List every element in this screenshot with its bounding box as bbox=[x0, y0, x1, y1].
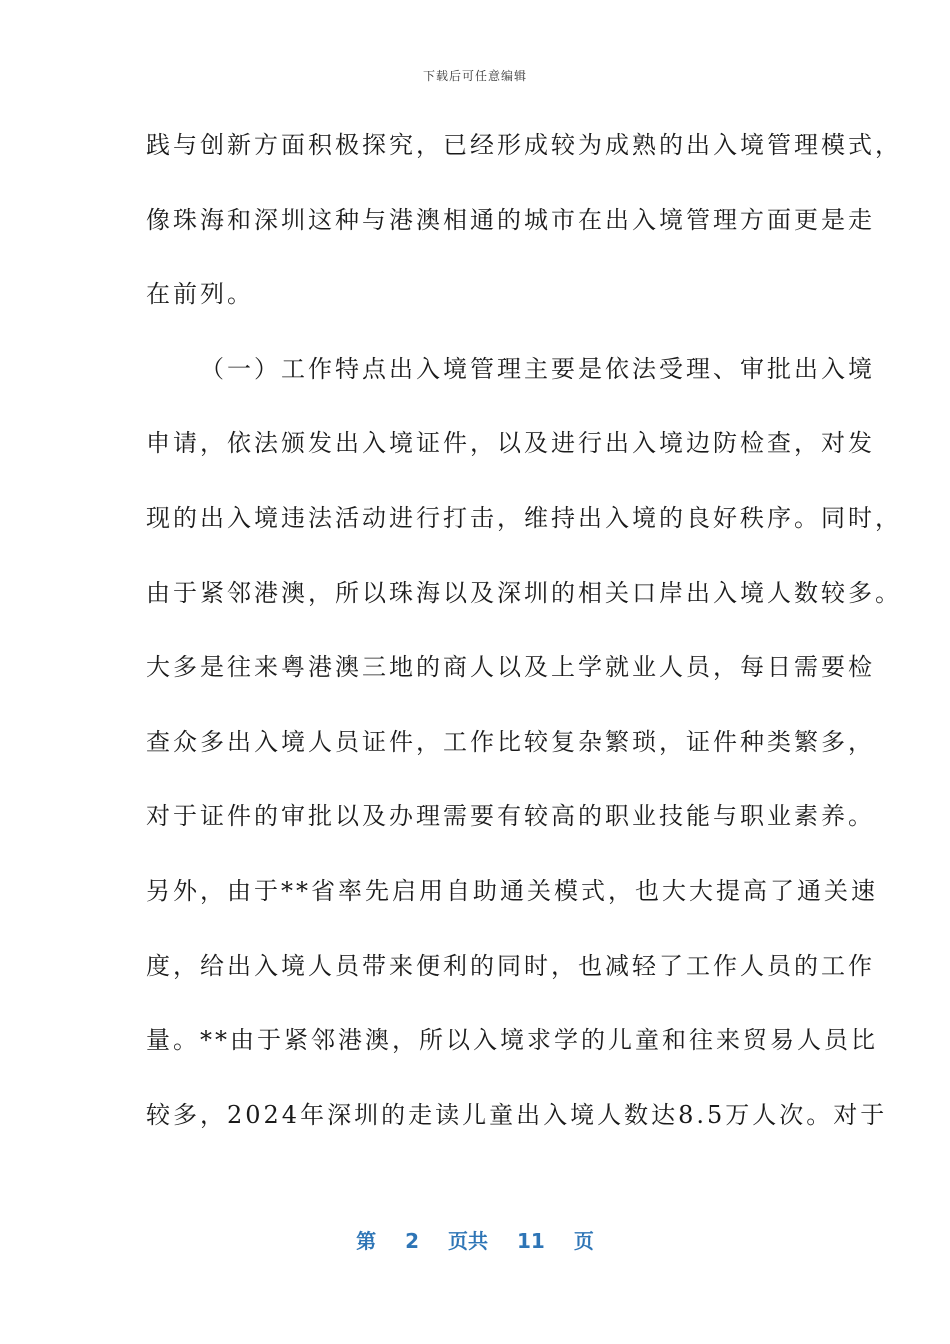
body-line: 由于紧邻港澳，所以珠海以及深圳的相关口岸出入境人数较多。 bbox=[146, 578, 902, 607]
page-footer bbox=[0, 1225, 950, 1254]
body-line: 量。**由于紧邻港澳，所以入境求学的儿童和往来贸易人员比 bbox=[146, 1026, 878, 1055]
body-line: 在前列。 bbox=[146, 280, 254, 309]
footer-prefix: 第 bbox=[356, 1229, 377, 1253]
body-line: 践与创新方面积极探究，已经形成较为成熟的出入境管理模式， bbox=[146, 131, 902, 159]
body-line: 对于证件的审批以及办理需要有较高的职业技能与职业素养。 bbox=[146, 802, 875, 831]
page-header: 下载后可任意编辑 bbox=[422, 69, 527, 83]
body-line: 像珠海和深圳这种与港澳相通的城市在出入境管理方面更是走 bbox=[146, 205, 875, 234]
footer-page-number: 2 bbox=[405, 1229, 420, 1253]
footer-middle: 页共 bbox=[448, 1229, 489, 1253]
footer-suffix: 页 bbox=[573, 1229, 594, 1253]
body-line: 大多是往来粤港澳三地的商人以及上学就业人员，每日需要检 bbox=[146, 653, 875, 682]
body-line: 另外，由于**省率先启用自助通关模式，也大大提高了通关速 bbox=[146, 876, 878, 905]
body-line: 申请，依法颁发出入境证件，以及进行出入境边防检查，对发 bbox=[146, 429, 875, 458]
body-line: 较多，2024年深圳的走读儿童出入境人数达8.5万人次。对于 bbox=[146, 1100, 888, 1129]
body-line-paragraph-start: （一）工作特点出入境管理主要是依法受理、审批出入境 bbox=[200, 354, 875, 383]
body-line: 现的出入境违法活动进行打击，维持出入境的良好秩序。同时， bbox=[146, 503, 902, 532]
body-line: 查众多出入境人员证件，工作比较复杂繁琐，证件种类繁多， bbox=[146, 727, 875, 756]
body-line: 度，给出入境人员带来便利的同时，也减轻了工作人员的工作 bbox=[146, 951, 875, 980]
document-body bbox=[146, 108, 902, 1152]
footer-total-pages: 11 bbox=[517, 1229, 545, 1253]
